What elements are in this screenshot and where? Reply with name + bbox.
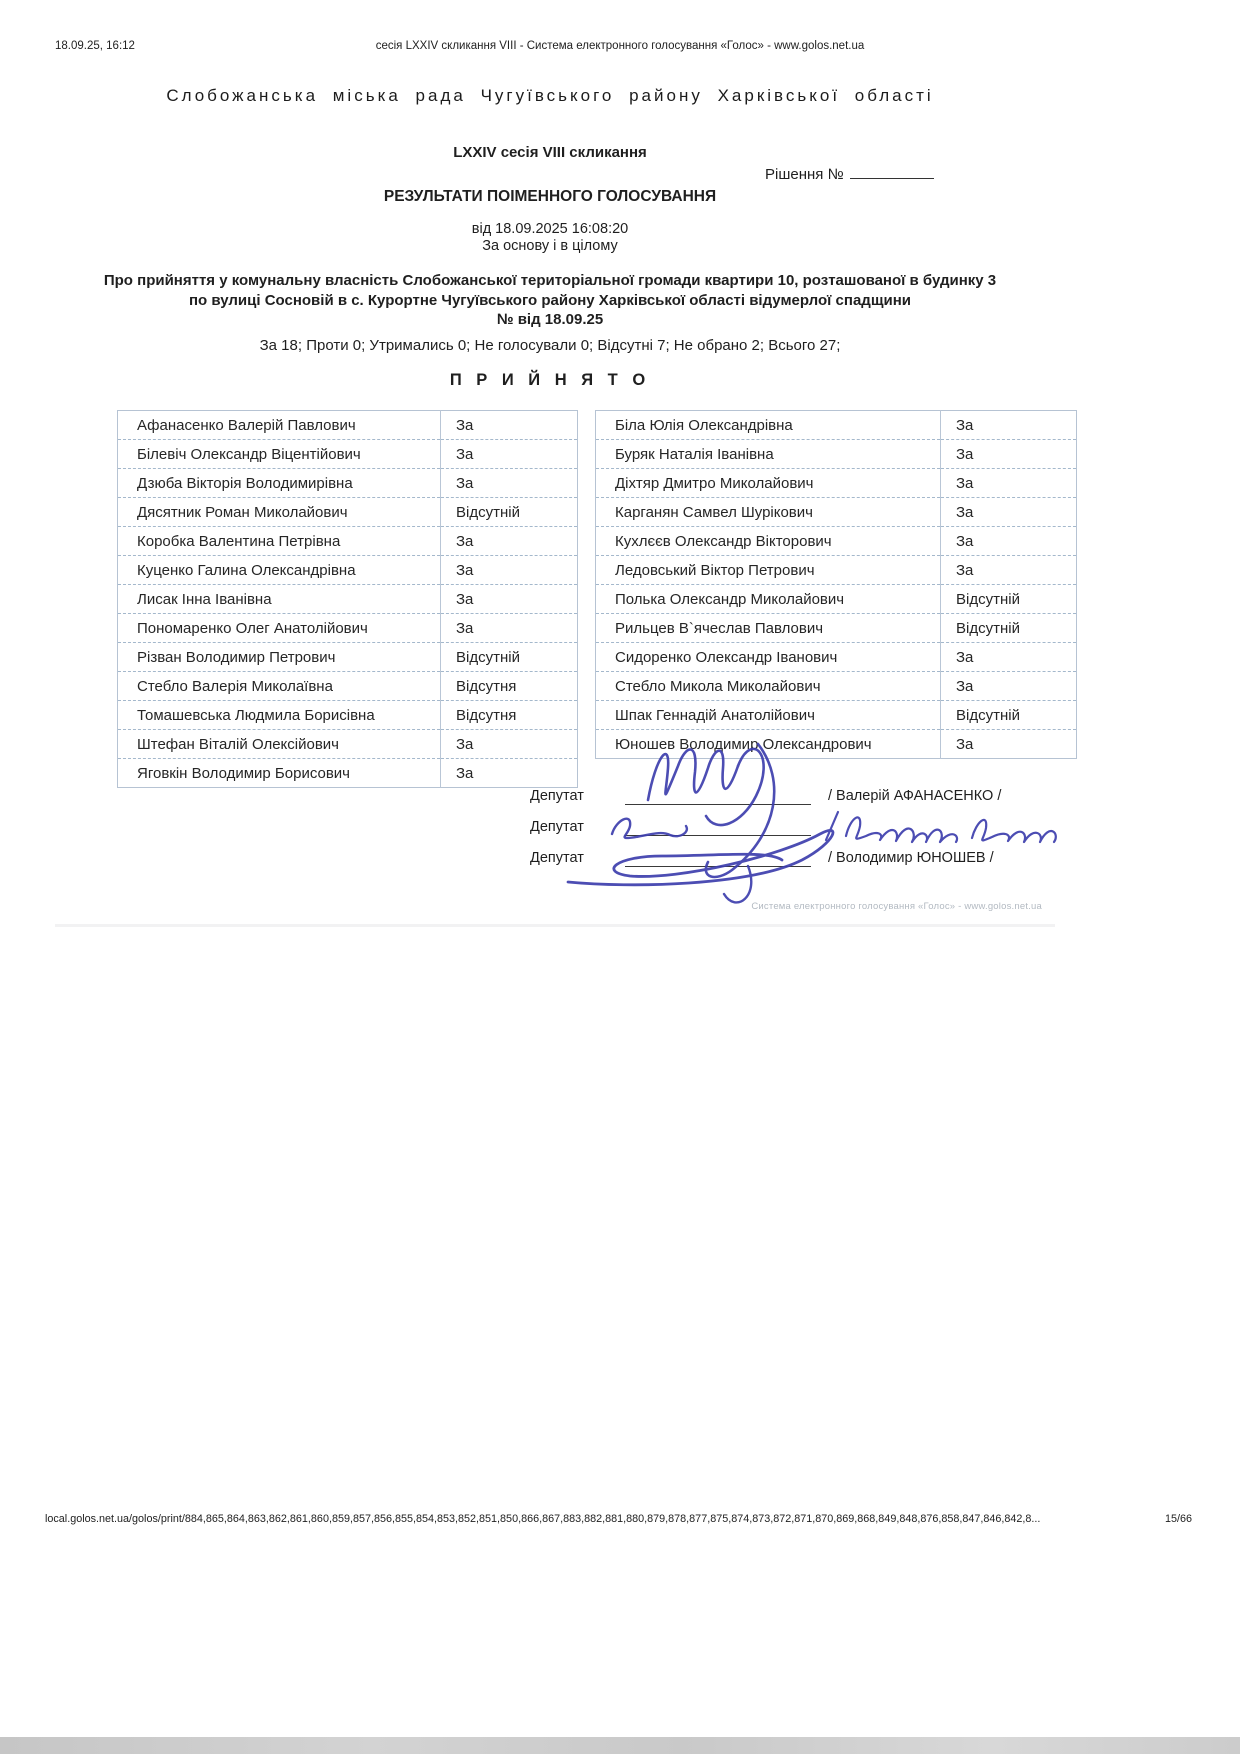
table-row [118,672,578,701]
table-row [118,556,578,585]
vote-value: Відсутній [441,643,578,672]
signature-row-2 [0,817,1120,841]
subject-line-3: № від 18.09.25 [496,311,604,328]
vote-table-left [117,410,578,788]
tally-line: За 18; Проти 0; Утримались 0; Не голосували 0; Відсутні 7; Не обрано 2; Всього 27; [259,337,841,354]
deputy-name: Куценко Галина Олександрівна [118,556,441,585]
subject-paragraph [60,271,1040,330]
outcome-heading: П Р И Й Н Я Т О [449,371,651,389]
deputy-name: Стебло Микола Миколайович [596,672,941,701]
table-row [596,411,1077,440]
results-heading: РЕЗУЛЬТАТИ ПОІМЕННОГО ГОЛОСУВАННЯ [383,188,717,205]
deputy-printed-name: / Володимир ЮНОШЕВ / [828,850,994,866]
table-row [118,585,578,614]
org-title: Слобожанська міська рада Чугуївського району Харківської області [166,86,934,105]
table-row [596,527,1077,556]
vote-basis: За основу і в цілому [482,238,618,254]
deputy-name: Сидоренко Олександр Іванович [596,643,941,672]
vote-datetime: від 18.09.2025 16:08:20 [471,221,629,237]
subject-line-2: по вулиці Сосновій в с. Курортне Чугуївського району Харківської області відумерлої спадщини [189,291,911,309]
vote-value: Відсутня [441,672,578,701]
deputy-name: Карганян Самвел Шурікович [596,498,941,527]
table-row [118,440,578,469]
session-title: LXXIV сесія VIII скликання [453,144,647,161]
signature-line [625,835,811,836]
deputy-label: Депутат [530,819,584,835]
table-row [118,469,578,498]
deputy-name: Томашевська Людмила Борисівна [118,701,441,730]
vote-value: За [941,469,1077,498]
deputy-name: Ледовський Віктор Петрович [596,556,941,585]
table-row [596,556,1077,585]
vote-value: За [441,527,578,556]
vote-value: За [941,672,1077,701]
vote-value: За [441,730,578,759]
deputy-name: Штефан Віталій Олексійович [118,730,441,759]
signature-row-1 [0,786,1120,810]
table-row [596,614,1077,643]
deputy-name: Пономаренко Олег Анатолійович [118,614,441,643]
vote-value: За [941,498,1077,527]
deputy-name: Кухлєєв Олександр Вікторович [596,527,941,556]
deputy-name: Полька Олександр Миколайович [596,585,941,614]
table-row [118,411,578,440]
vote-table-right [595,410,1077,759]
deputy-name: Різван Володимир Петрович [118,643,441,672]
deputy-name: Стебло Валерія Миколаївна [118,672,441,701]
vote-value: За [441,440,578,469]
table-row [596,440,1077,469]
table-row [118,498,578,527]
decision-number-line [765,164,934,183]
table-row [118,759,578,788]
deputy-name: Афанасенко Валерій Павлович [137,416,356,434]
deputy-label: Депутат [530,850,584,866]
vote-value: Відсутня [441,701,578,730]
scan-edge-bar [0,1737,1240,1754]
print-datetime: 18.09.25, 16:12 [55,40,135,52]
vote-value: За [441,759,578,788]
vote-value: За [941,556,1077,585]
deputy-name: Яговкін Володимир Борисович [118,759,441,788]
decision-number-blank [850,164,934,179]
deputy-name: Юношев Володимир Олександрович [596,730,941,759]
table-row [118,730,578,759]
vote-value: За [941,527,1077,556]
table-row [118,643,578,672]
signature-row-3 [0,848,1120,872]
vote-value: За [941,411,1077,440]
deputy-name: Дясятник Роман Миколайович [118,498,441,527]
subject-line-1: Про прийняття у комунальну власність Слобожанської територіальної громади квартири 10, розташованої в будинку 3 [103,272,997,289]
deputy-name: Рильцев В`ячеслав Павлович [596,614,941,643]
deputy-name: Коробка Валентина Петрівна [118,527,441,556]
deputy-name: Лисак Інна Іванівна [118,585,441,614]
deputy-name: Біла Юлія Олександрівна [615,416,793,434]
signature-line [625,804,811,805]
table-row [596,469,1077,498]
vote-value: За [941,730,1077,759]
watermark-text: Система електронного голосування «Голос» - www.golos.net.ua [751,901,1042,912]
page-number: 15/66 [1164,1513,1192,1525]
deputy-name: Дзюба Вікторія Володимирівна [118,469,441,498]
table-row [596,498,1077,527]
table-row [596,701,1077,730]
vote-value: За [441,469,578,498]
deputy-name: Шпак Геннадій Анатолійович [596,701,941,730]
table-row [596,643,1077,672]
vote-value: Відсутній [941,614,1077,643]
table-row [118,527,578,556]
deputy-name: Діхтяр Дмитро Миколайович [596,469,941,498]
vote-value: Відсутній [441,498,578,527]
deputy-printed-name: / Валерій АФАНАСЕНКО / [828,788,1002,804]
table-row [118,701,578,730]
scan-artifact [55,924,1055,927]
vote-value: Відсутній [941,585,1077,614]
vote-value: За [441,556,578,585]
table-row [596,585,1077,614]
table-row [118,614,578,643]
print-title: сесія LXXIV скликання VIII - Система електронного голосування «Голос» - www.golos.net.ua [375,40,865,52]
signature-line [625,866,811,867]
decision-label: Рішення № [765,166,844,183]
vote-value: За [441,585,578,614]
print-url: local.golos.net.ua/golos/print/884,865,864,863,862,861,860,859,857,856,855,854,853,852,851,850,866,867,883,882,881,880,879,878,877,875,874,873,872,871,870,869,868,849,848,876,858,847,846,842,8... [45,1513,1041,1525]
table-row [596,672,1077,701]
vote-value: За [941,440,1077,469]
deputy-label: Депутат [530,788,584,804]
table-row [596,730,1077,759]
deputy-name: Білевіч Олександр Віцентійович [118,440,441,469]
deputy-name: Буряк Наталія Іванівна [596,440,941,469]
vote-value: За [941,643,1077,672]
vote-value: За [441,411,578,440]
print-header [0,40,1240,58]
vote-value: За [441,614,578,643]
vote-value: Відсутній [941,701,1077,730]
